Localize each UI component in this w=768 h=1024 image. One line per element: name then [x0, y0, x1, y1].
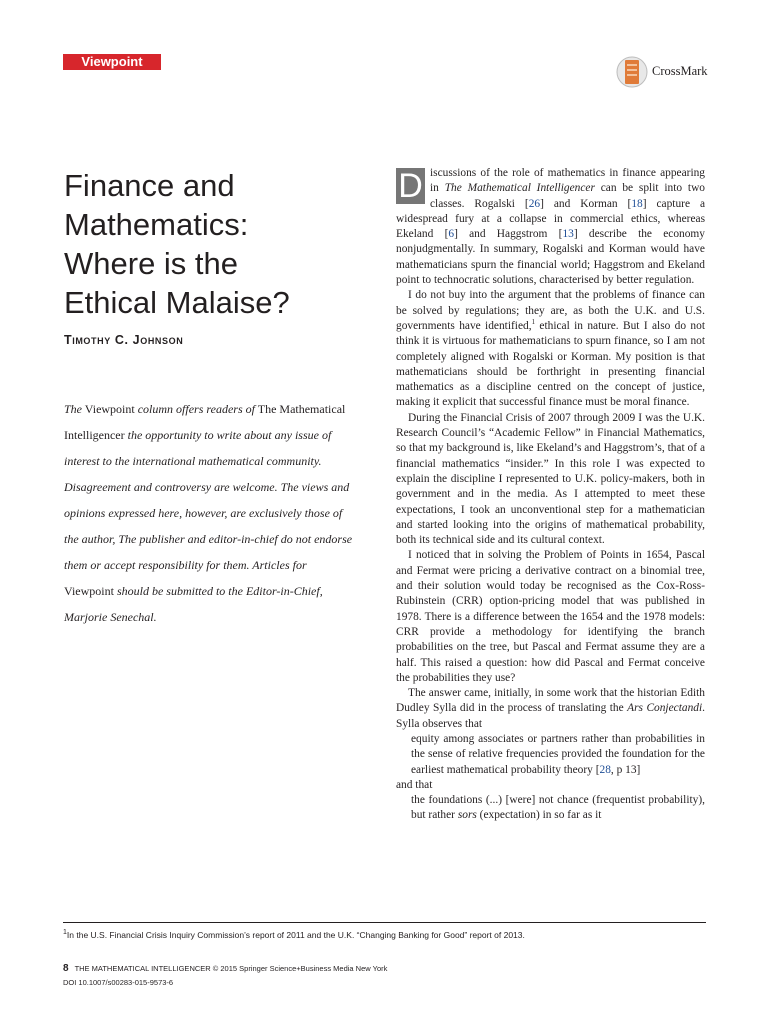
- footnote: [63, 930, 706, 940]
- text-run: ] capture a widespread fury at a collapse in commercial ethics, whereas Ekeland [: [396, 197, 706, 241]
- text-run: can be split into two classes. Rogalski [: [430, 182, 705, 210]
- editorial-run: should be submitted to the Editor-in-Chief, Marjorie Senechal.: [64, 584, 323, 624]
- editorial-run: Viewpoint: [82, 402, 138, 416]
- body-paragraph: [396, 411, 705, 549]
- text-run: and that: [396, 778, 433, 791]
- body-paragraphs: [396, 166, 705, 824]
- text-run: During the Financial Crisis of 2007 through 2009 I was the U.K. Research Council’s “Academic Fellow” in Financial Mathematics, so that my background is, like Ekeland’s and Haggstrom’s, that of a financial mathematics “insider.” In this role I was expected to explain the discipline I represented to U.K. policy-makers, both in government and in the media. As I attempted to meet these expectations, I took an unconventional step for a mathematician and started looking into the origins of mathematical probability, both its technical side and its cultural context.: [396, 411, 705, 547]
- text-run: (expectation) in so far as it: [476, 809, 602, 822]
- title-line: Finance and: [64, 168, 235, 203]
- text-run: The Mathematical Intelligencer: [444, 182, 595, 195]
- citation-link[interactable]: 26: [528, 197, 541, 210]
- body-column: [396, 166, 705, 824]
- editorial-run: the opportunity to write about any issue of interest to the international mathematical community. Disagreement and controversy are welcome. The views and opinions expressed here, however, are exclusively those of the author, The publisher and editor-in-chief do not endorse them or accept responsibility for them. Articles for: [64, 428, 353, 572]
- citation-link[interactable]: 18: [631, 197, 643, 210]
- footnote-mark: 1: [63, 929, 67, 937]
- footnote-text: In the U.S. Financial Crisis Inquiry Commission’s report of 2011 and the U.K. “Changing Banking for Good” report of 2013.: [66, 930, 525, 940]
- page-number: 8: [63, 963, 69, 974]
- article-title: [64, 166, 354, 322]
- crossmark-label: CrossMark: [652, 64, 708, 78]
- text-run: the foundations (...) [were] not chance (frequentist probability), but rather: [411, 794, 705, 822]
- text-run: ] describe the economy nonjudgmentally. In summary, Rogalski and Korman would have mathematicians spurn the financial world; Haggstrom and Ekeland point to technocratic solutions, characterised by better regulation.: [396, 228, 705, 287]
- text-run: . Sylla observes that: [396, 702, 705, 730]
- text-run: The answer came, initially, in some work that the historian Edith Dudley Sylla did in the process of translating the: [396, 687, 705, 715]
- text-run: I noticed that in solving the Problem of Points in 1654, Pascal and Fermat were pricing a derivative contract on a binomial tree, and their solution would today be recognised as the Cox-Ross-Rubinstein (CRR) option-pricing model that was published in 1978. There is a difference between the 1654 and the 1978 models: CRR provide a methodology for identifying the branch probabilities on the tree, but Pascal and Fermat assume they are a half. This raised a question: how did Pascal and Fermat conceive the probabilities they use?: [396, 549, 705, 684]
- citation-link[interactable]: 13: [562, 228, 574, 241]
- title-line: Where is the: [64, 246, 239, 281]
- citation-link[interactable]: 28: [599, 763, 611, 776]
- editorial-run: column offers readers of: [137, 402, 255, 416]
- footnote-rule: [63, 922, 706, 923]
- footnote-ref[interactable]: 1: [531, 318, 536, 327]
- editorial-run: The Mathematical Intelligencer: [64, 402, 346, 442]
- title-line: Mathematics:: [64, 207, 249, 242]
- title-line: Ethical Malaise?: [64, 285, 290, 320]
- drop-cap: D: [396, 168, 425, 204]
- section-tag: Viewpoint: [63, 54, 161, 70]
- body-paragraph: [396, 686, 705, 732]
- doi: DOI 10.1007/s00283-015-9573-6: [63, 978, 174, 987]
- text-run: Ars Conjectandi: [627, 702, 703, 715]
- citation-link[interactable]: 6: [448, 228, 455, 241]
- body-paragraph: [396, 778, 705, 793]
- block-quote: [411, 793, 705, 824]
- editorial-run: Viewpoint: [64, 584, 117, 598]
- body-paragraph: [396, 288, 705, 410]
- page-footer: [63, 963, 387, 974]
- text-run: ethical in nature. But I also do not think it is virtuous for mathematicians to spurn finance, so I am not completely aligned with Rogalski or Korman. My position is that mathematicians should be forthright in presenting financial mathematics as a discipline centred on the concept of justice, making it explicit that successful finance must be moral finance.: [396, 319, 705, 409]
- text-run: iscussions of the role of mathematics in finance appearing in: [430, 167, 705, 195]
- text-run: sors: [457, 809, 477, 822]
- journal-copyright: THE MATHEMATICAL INTELLIGENCER © 2015 Springer Science+Business Media New York: [74, 964, 388, 973]
- text-run: ] and Haggstrom [: [454, 228, 563, 241]
- text-run: ] and Korman [: [540, 197, 632, 210]
- text-run: , p 13]: [610, 763, 641, 776]
- author-name: Timothy C. Johnson: [64, 333, 184, 347]
- block-quote: [411, 732, 705, 778]
- editorial-run: The: [64, 402, 82, 416]
- body-paragraph: [396, 548, 705, 686]
- crossmark-icon: [616, 56, 648, 88]
- text-run: equity among associates or partners rather than probabilities in the sense of relative frequencies provided the foundation for the earliest mathematical probability theory [: [411, 732, 705, 776]
- text-run: I do not buy into the argument that the problems of finance can be solved by regulations; they are, as both the U.K. and U.S. governments have identified,: [396, 289, 705, 332]
- body-paragraph: [396, 166, 705, 288]
- editorial-note: [64, 396, 354, 630]
